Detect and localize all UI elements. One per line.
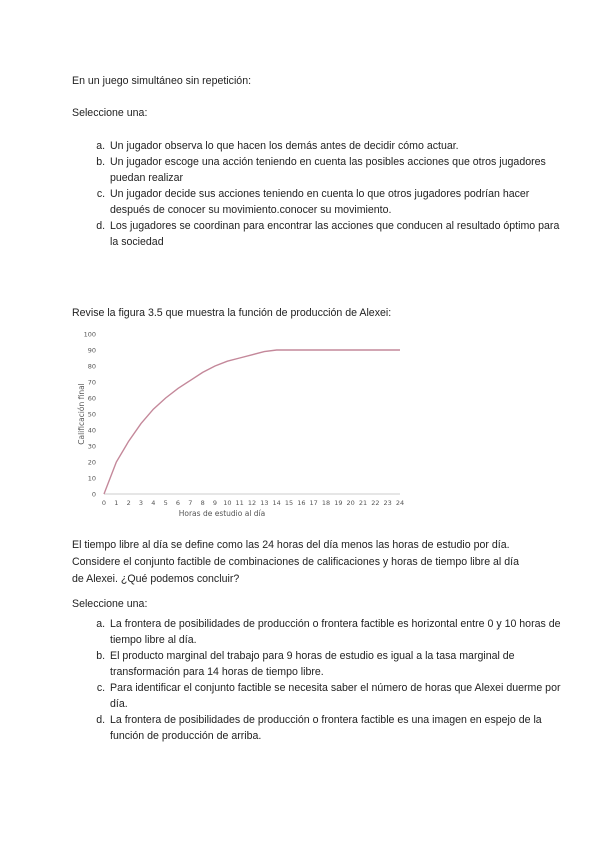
question2-option-c[interactable]: c. Para identificar el conjunto factible se necesita saber el número de horas que Alexei duerme por día. <box>108 680 568 712</box>
y-tick-label: 50 <box>87 410 96 419</box>
question1-stem: En un juego simultáneo sin repetición: <box>72 75 252 87</box>
x-tick-label: 19 <box>334 499 343 507</box>
question1-select-label: Seleccione una: <box>72 107 148 119</box>
y-tick-label: 0 <box>91 490 96 499</box>
x-tick-label: 18 <box>321 499 331 507</box>
x-tick-label: 6 <box>175 499 181 507</box>
x-tick-label: 4 <box>151 499 156 507</box>
x-tick-label: 16 <box>297 499 306 507</box>
x-tick-label: 5 <box>163 499 168 507</box>
production-function-chart <box>76 326 416 524</box>
x-tick-label: 13 <box>260 499 269 507</box>
x-tick-label: 22 <box>371 499 380 507</box>
x-tick-label: 9 <box>212 499 218 507</box>
x-tick-label: 15 <box>284 499 294 507</box>
x-tick-label: 12 <box>247 499 257 507</box>
y-axis-label: Calificación final <box>77 383 86 445</box>
x-tick-label: 11 <box>235 499 244 507</box>
x-tick-label: 17 <box>309 499 318 507</box>
x-tick-label: 1 <box>114 499 119 507</box>
question2-option-a[interactable]: a. La frontera de posibilidades de producción o frontera factible es horizontal entre 0 y 10 horas de tiempo libre al día. <box>108 616 568 648</box>
question1-option-d[interactable]: d. Los jugadores se coordinan para encontrar las acciones que conducen al resultado óptimo para la sociedad <box>108 218 568 250</box>
y-tick-label: 30 <box>87 442 96 451</box>
question1-option-b[interactable]: b. Un jugador escoge una acción teniendo en cuenta las posibles acciones que otros jugadores puedan realizar <box>108 154 568 186</box>
question2-stem: El tiempo libre al día se define como las 24 horas del día menos las horas de estudio por día. Considere el conjunto factible de combinaciones de calificaciones y horas de tiempo libre al día de Alexei. ¿Qué podemos concluir? <box>72 539 519 585</box>
x-tick-label: 23 <box>383 499 392 507</box>
y-tick-label: 90 <box>87 346 96 355</box>
y-tick-label: 70 <box>87 378 96 387</box>
y-tick-label: 80 <box>87 362 96 371</box>
x-tick-label: 20 <box>346 499 355 507</box>
production-function-line <box>104 350 400 494</box>
question1-option-a[interactable]: a. Un jugador observa lo que hacen los demás antes de decidir cómo actuar. <box>108 138 568 154</box>
x-tick-label: 7 <box>188 499 193 507</box>
y-tick-label: 10 <box>87 474 96 483</box>
x-tick-label: 10 <box>223 499 232 507</box>
question2-option-d[interactable]: d. La frontera de posibilidades de producción o frontera factible es una imagen en espejo de la función de producción de arriba. <box>108 712 568 744</box>
question2-options <box>72 616 568 744</box>
x-axis-ticks <box>102 499 404 507</box>
x-tick-label: 14 <box>272 499 281 507</box>
question1-option-c[interactable]: c. Un jugador decide sus acciones teniendo en cuenta lo que otros jugadores podrían hacer después de conocer su movimiento.conocer su movimiento. <box>108 186 568 218</box>
question2-select-label: Seleccione una: <box>72 598 148 610</box>
x-tick-label: 3 <box>138 499 144 507</box>
y-tick-label: 60 <box>87 394 96 403</box>
x-tick-label: 8 <box>200 499 205 507</box>
y-tick-label: 20 <box>87 458 96 467</box>
y-tick-label: 40 <box>87 426 96 435</box>
x-tick-label: 0 <box>101 499 107 507</box>
question1-options <box>72 138 568 250</box>
x-tick-label: 21 <box>358 499 368 507</box>
x-tick-label: 2 <box>126 499 131 507</box>
question2-intro: Revise la figura 3.5 que muestra la función de producción de Alexei: <box>72 307 392 319</box>
x-axis-label: Horas de estudio al día <box>178 509 266 518</box>
x-tick-label: 24 <box>395 499 405 507</box>
question2-option-b[interactable]: b. El producto marginal del trabajo para 9 horas de estudio es igual a la tasa marginal de transformación para 14 horas de tiempo libre. <box>108 648 568 680</box>
y-tick-label: 100 <box>83 330 96 339</box>
